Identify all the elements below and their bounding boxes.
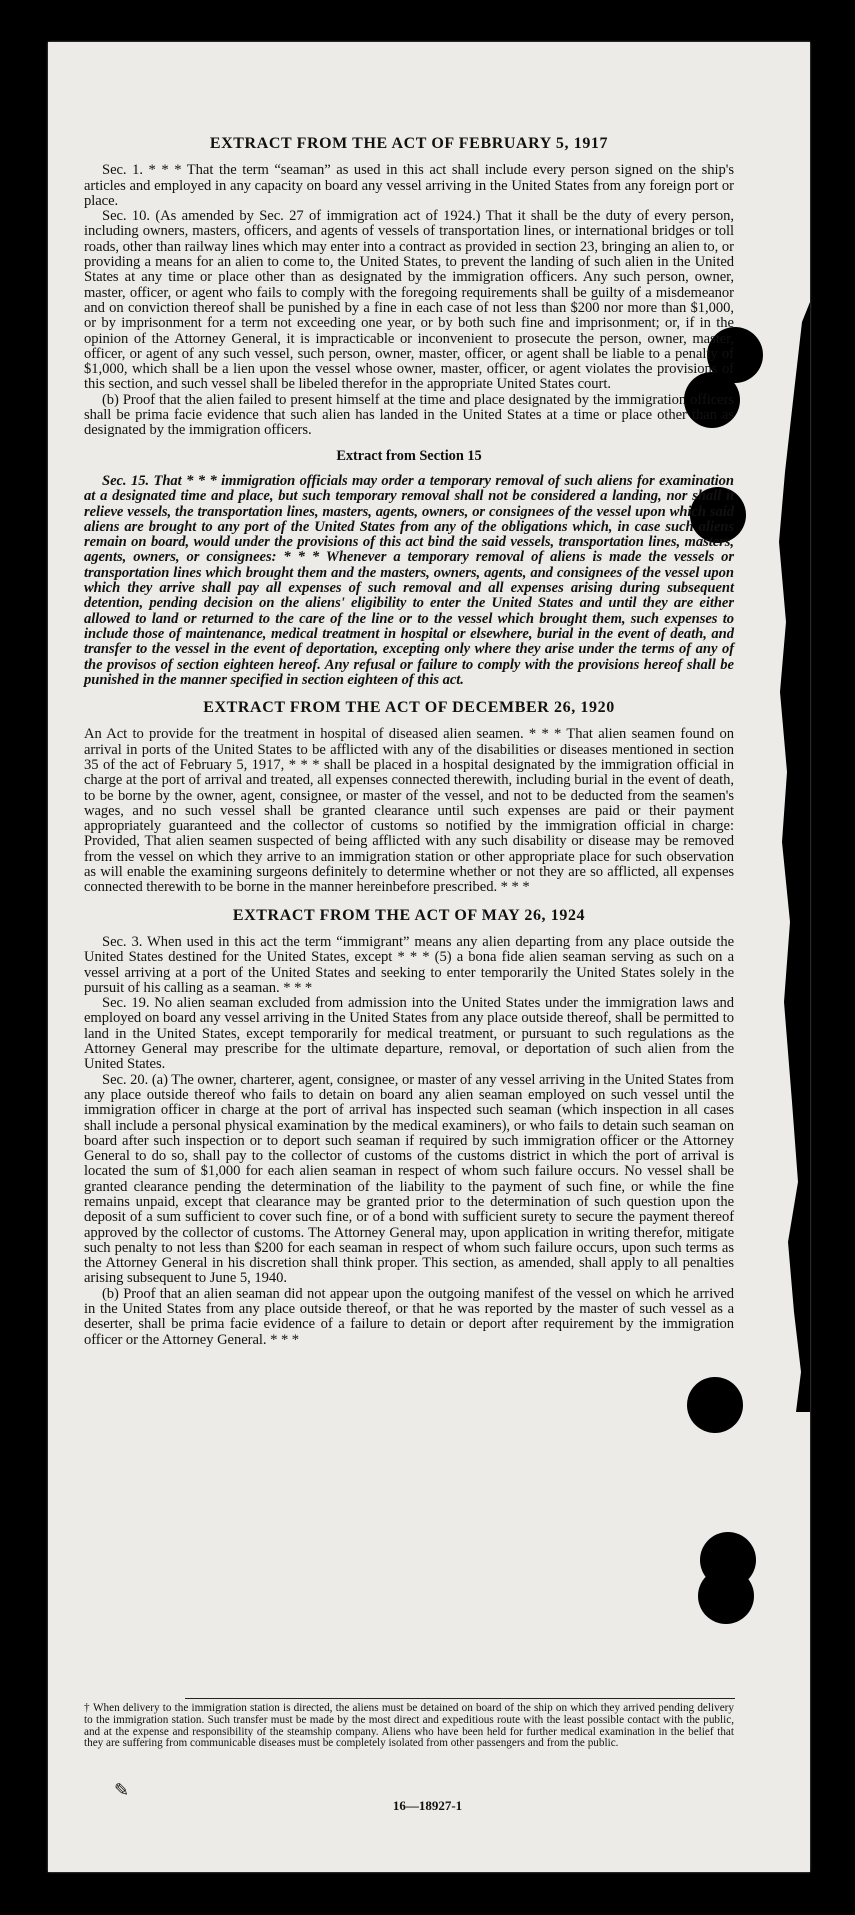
paragraph: (b) Proof that an alien seaman did not appear upon the outgoing manifest of the vessel on which he arrived in the United States from any place outside thereof, or that he was reported by the master of such vessel as a deserter, shall be prima facie evidence of a failure to detain or deport after requirement by the immigration officer or the Attorney General. * * * — [84, 1285, 734, 1348]
section-heading: EXTRACT FROM THE ACT OF DECEMBER 26, 1920 — [203, 699, 615, 717]
section-act-1920 — [84, 700, 734, 896]
footnote: † When delivery to the immigration station is directed, the aliens must be detained on board of the ship on which they arrived pending delivery to the immigration station. Such transfer must be made by the most direct and expeditious route with the least possible contact with the public, and at the expense and responsibility of the steamship company. Aliens who have been held for further medical examination in the belief that they are suffering from communicable diseases must be completely isolated from other passengers and from the public. — [84, 1702, 734, 1750]
document-body — [84, 136, 734, 1348]
section-heading: EXTRACT FROM THE ACT OF FEBRUARY 5, 1917 — [209, 135, 609, 152]
punch-hole — [687, 1377, 743, 1433]
paragraph: An Act to provide for the treatment in hospital of diseased alien seamen. * * * That alien seamen found on arrival in ports of the United States to be afflicted with any of the disabilities or diseases mentioned in section 35 of the act of February 5, 1917, * * * shall be placed in a hospital designated by the immigration official in charge at the port of arrival and treated, all expenses connected therewith, including burial in the event of death, to be borne by the owner, agent, consignee, or master of the vessel, and not to be deducted from the seamen's wages, and no such vessel shall be granted clearance until such expenses are paid or their payment appropriately guaranteed and the collector of customs so notified by the immigration official in charge: Provided, That alien seamen suspected of being afflicted with any such disability or disease may be removed from the vessel on which they arrive to an immigration station or other appropriate place for such observation as will enable the examining surgeons definitely to determine whether or not they are so afflicted, all expenses connected therewith to be borne in the manner hereinbefore prescribed. * * * — [84, 726, 734, 896]
pen-mark-icon: ✎ — [114, 1780, 130, 1800]
paragraph: Sec. 10. (As amended by Sec. 27 of immigration act of 1924.) That it shall be the duty of every person, including owners, masters, officers, and agents of vessels of transportation lines, or international bridges or toll roads, other than railway lines which may enter into a contract as provided in section 23, bringing an alien to, or providing a means for an alien to come to, the United States, to prevent the landing of such alien in the United States at any time or place other than as designated by the immigration officers. Any such person, owner, master, officer, or agent who fails to comply with the foregoing requirements shall be guilty of a misdemeanor and on conviction thereof shall be punished by a fine in each case of not less than $200 nor more than $1,000, or by imprisonment for a term not exceeding one year, or by both such fine and imprisonment; or, if in the opinion of the Attorney General, it is impracticable or inconvenient to prosecute the person, owner, master, officer, or agent of any such vessel, such person, owner, master, officer, or agent shall be liable to a penalty of $1,000, which shall be a lien upon the vessel whose owner, master, officer, or agent violates the provisions of this section, and such vessel shall be libeled therefor in the appropriate United States court. — [84, 208, 734, 393]
paragraph: Sec. 1. * * * That the term “seaman” as used in this act shall include every person signed on the ship's articles and employed in any capacity on board any vessel arriving in the United States from any foreign port or place. — [84, 162, 734, 209]
section-heading: Extract from Section 15 — [336, 447, 482, 464]
section-act-1917 — [84, 136, 734, 439]
paragraph: Sec. 19. No alien seaman excluded from admission into the United States under the immigration laws and employed on board any vessel arriving in the United States from any place outside thereof, shall be permitted to land in the United States, except temporarily for medical treatment, or pursuant to such regulations as the Attorney General may prescribe for the ultimate departure, removal, or deportation of such alien from the United States. — [84, 995, 734, 1073]
paragraph: (b) Proof that the alien failed to present himself at the time and place designated by the immigration officers shall be prima facie evidence that such alien has landed in the United States at a time or place other than as designated by the immigration officers. — [84, 391, 734, 439]
section-15 — [84, 449, 734, 688]
section-act-1924 — [84, 908, 734, 1348]
paragraph: Sec. 3. When used in this act the term “immigrant” means any alien departing from any place outside the United States destined for the United States, except * * * (5) a bona fide alien seaman serving as such on a vessel arriving at a port of the United States and seeking to enter temporarily the United States solely in the pursuit of his calling as a seaman. * * * — [84, 933, 734, 996]
paragraph: Sec. 15. That * * * immigration officials may order a temporary removal of such aliens for examination at a designated time and place, but such temporary removal shall not be considered a landing, nor shall it relieve vessels, the transportation lines, masters, agents, owners, or consignees of the vessel upon which said aliens are brought to any port of the United States from any of the obligations which, in case such aliens remain on board, would under the provisions of this act bind the said vessels, transportation lines, masters, agents, owners, or consignees: * * * Whenever a temporary removal of aliens is made the vessels or transportation lines which brought them and the masters, owners, agents, and consignees of the vessel upon which they arrive shall pay all expenses of such removal and all expenses arising during subsequent detention, pending decision on the aliens' eligibility to enter the United States and until they are either allowed to land or returned to the care of the line or to the vessel which brought them, such expenses to include those of maintenance, medical treatment in hospital or elsewhere, burial in the event of death, and transfer to the vessel in the event of deportation, excepting only where they arise under the terms of any of the provisos of section eighteen hereof. Any refusal or failure to comply with the provisions hereof shall be punished in the manner specified in section eighteen of this act. — [84, 472, 734, 688]
form-number: 16—18927-1 — [392, 1798, 463, 1813]
paragraph: Sec. 20. (a) The owner, charterer, agent, consignee, or master of any vessel arriving in the United States from any place outside thereof who fails to detain on board any alien seaman employed on such vessel until the immigration officer in charge at the port of arrival has inspected such seaman (which inspection in all cases shall include a personal physical examination by the medical examiners), or who fails to detain such seaman on board after such inspection or to deport such seaman if required by such immigration officer or the Attorney General to do so, shall pay to the collector of customs of the customs district in which the port of arrival is located the sum of $1,000 for each alien seaman in respect of whom such failure occurs. No vessel shall be granted clearance pending the determination of the liability to the payment of such fine, or while the fine remains unpaid, except that clearance may be granted prior to the determination of such question upon the deposit of a sum sufficient to cover such fine, or of a bond with sufficient surety to secure the payment thereof approved by the collector of customs. The Attorney General may, upon application in writing therefor, mitigate such penalty to not less than $200 for each seaman in respect of whom such failure occurs, upon such terms as the Attorney General in his discretion shall think proper. This section, as amended, shall apply to all penalties arising subsequent to June 5, 1940. — [84, 1071, 734, 1287]
footnote-rule — [185, 1698, 735, 1699]
torn-edge — [770, 302, 810, 1412]
punch-hole — [698, 1568, 754, 1624]
section-heading: EXTRACT FROM THE ACT OF MAY 26, 1924 — [232, 906, 586, 924]
